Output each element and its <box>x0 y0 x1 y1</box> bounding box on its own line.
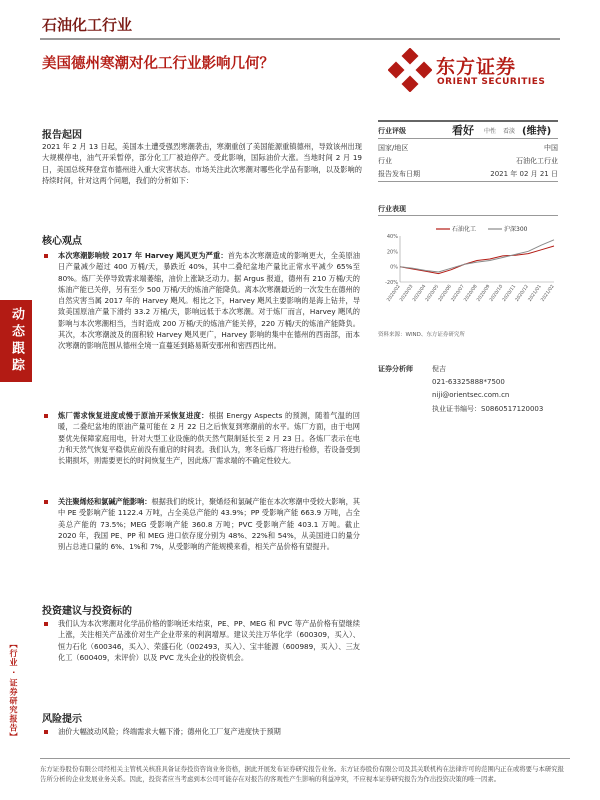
report-category-label: 【行业 · 证券研究报告】 <box>9 640 18 742</box>
chart-panel-title: 行业表现 <box>378 205 406 213</box>
core-point-2-head: 炼厂需求恢复进度或慢于原油开采恢复进度： <box>58 411 209 420</box>
legend-label-petrochem: 石油化工 <box>452 226 477 233</box>
core-point-2 <box>58 410 360 466</box>
y-tick-label: 40% <box>386 234 398 240</box>
analyst-name: 倪吉 <box>432 365 446 373</box>
sector-name: 石油化工行业 <box>42 16 133 34</box>
analyst-email: niji@orientsec.com.cn <box>432 391 510 399</box>
core-point-3-head: 关注聚烯烃和氯碱产能影响： <box>58 497 152 506</box>
info-label-date: 报告发布日期 <box>378 170 420 178</box>
rating-suffix: (维持) <box>522 126 552 137</box>
origin-paragraph: 2021 年 2 月 13 日起，美国本土遭受强烈寒潮袭击，寒潮重创了美国能源重镇德州，导致该州出现大规模停电，油气开采暂停，部分化工厂被迫停产。受此影响，国际油价大涨。当地时间 2 月 19 日，美国总统拜登宣布德州进入重大灾害状态。市场关注此次寒潮对哪些化学品有影响，以及影响的持续时间，针对这两个问题，我们的分析如下： <box>42 142 362 185</box>
section-title-origin: 报告起因 <box>42 130 82 141</box>
bullet-marker <box>44 730 48 734</box>
rating-value: 看好 <box>452 124 474 137</box>
core-point-1-head: 本次寒潮影响较 2017 年 Harvey 飓风更为严重： <box>58 251 228 260</box>
analyst-cert: 执业证书编号：S0860517120003 <box>432 405 544 413</box>
x-tick-label: 2020/11 <box>502 284 518 303</box>
x-tick-label: 2020/07 <box>450 284 466 303</box>
rating-divider <box>378 138 558 139</box>
rating-option-neutral: 中性 <box>484 128 497 135</box>
info-label-industry: 行业 <box>378 157 392 165</box>
logo-text-en: ORIENT SECURITIES <box>437 77 546 87</box>
industry-performance-chart <box>378 220 560 316</box>
x-tick-label: 2020/09 <box>476 284 492 303</box>
bullet-marker <box>44 622 48 626</box>
section-title-advice: 投资建议与投资标的 <box>42 606 132 617</box>
report-type-tab: 动态跟踪 <box>0 300 32 382</box>
info-value-date: 2021 年 02 月 21 日 <box>490 170 558 178</box>
x-tick-label: 2020/12 <box>514 284 530 303</box>
x-tick-label: 2020/04 <box>412 284 428 303</box>
x-tick-label: 2020/06 <box>437 284 453 303</box>
disclaimer-text: 东方证券股份有限公司经相关主管机关核准具备证券投资咨询业务资格，据此开展发布证券研究报告业务。东方证券股份有限公司及其关联机构在法律许可的范围内正在或将要与本研究报告所分析的企业发展业务关系。因此，投资者应当考虑到本公司可能存在对报告的客观性产生影响的利益冲突，不应视本证券研究报告为作出投资决策的唯一因素。 <box>40 765 565 783</box>
report-title: 美国德州寒潮对化工行业影响几何？ <box>42 56 274 72</box>
core-point-2-body: 根据 Energy Aspects 的预测，随着气温的回暖，二叠纪盆地的原油产量可能在 2 月 22 日之后恢复到寒潮前的水平。炼厂方面，由于电网要优先保障家庭用电，针对大型工业设施的供天然气限制延长至 2 月 23 日。各炼厂表示在电力和天然气恢复平稳供应前没有重启的时间表。我们认为，寒冬后炼厂将进行检修，若设备受到长期损坏，则需要更长的时间恢复生产，因此炼厂需求端的不确定性较大。 <box>58 411 360 466</box>
x-tick-label: 2020/08 <box>463 284 479 303</box>
x-tick-label: 2020/02 <box>386 284 402 303</box>
rating-option-negative: 看淡 <box>503 128 516 135</box>
legend-label-csi300: 沪深300 <box>504 226 528 233</box>
info-bottom-rule <box>378 181 558 182</box>
section-title-risk: 风险提示 <box>42 714 82 725</box>
x-tick-label: 2020/03 <box>399 284 415 303</box>
x-tick-label: 2021/01 <box>527 284 543 303</box>
analyst-label: 证券分析师 <box>378 365 413 373</box>
analyst-phone: 021-63325888*7500 <box>432 378 505 386</box>
y-tick-label: -20% <box>385 280 398 286</box>
chart-source-note: 资料来源：WIND、东方证券研究所 <box>378 332 465 338</box>
bullet-marker <box>44 500 48 504</box>
x-tick-label: 2021/02 <box>540 284 556 303</box>
info-value-region: 中国 <box>544 144 558 152</box>
section-title-core: 核心观点 <box>42 236 82 247</box>
footer-rule <box>40 758 570 759</box>
bullet-marker <box>44 254 48 258</box>
risk-paragraph: 油价大幅波动风险；终端需求大幅下滑；德州化工厂复产进度快于预期 <box>58 727 281 736</box>
series-line-csi300 <box>400 240 554 272</box>
advice-paragraph: 我们认为本次寒潮对化学品价格的影响还未结束，PE、PP、MEG 和 PVC 等产品价格有望继续上涨，关注相关产品涨价对生产企业带来的利润增厚。建议关注万华化学（600309，买入）、恒力石化（600346，买入）、荣盛石化（002493，买入）、宝丰能源（600989，买入）、三友化工（600409，未评价）以及 PVC 龙头企业的投资机会。 <box>58 619 360 662</box>
info-label-region: 国家/地区 <box>378 144 409 152</box>
core-point-1 <box>58 250 360 352</box>
core-point-1-body: 首先本次寒潮造成的影响更大，全美原油日产量减少超过 400 万桶/天，暴跌近 40%，其中二叠纪盆地产量比正常水平减少 65%至 80%。炼厂关停导致需求端萎缩，油价上涨缺乏动力。据 Argus 报道，德州有 210 万桶/天的炼油产能已关停，另有至少 500 万桶/天的炼油产能降负。离本次寒潮最近的一次发生在德州的自然灾害当属 2017 年的 Harvey 飓风。相比之下，Harvey 飓风主要影响的是海上钻井，导致美国原油产量下滑约 33.2 万桶/天，影响远低于本次寒潮。对于炼厂而言，Harvey 飓风的影响与本次寒潮相当，当时造成 200 万桶/天的炼油产能关停，220 万桶/天的炼油产能降负。其次，本次寒潮波及的面积较 Harvey 飓风更广，Harvey 影响的集中在德州的西南部，而本次寒潮的影响范围从德州全境一直蔓延到路易斯安那州和密西西比州。 <box>58 251 360 351</box>
chart-panel-rule <box>378 215 558 216</box>
logo-text-cn: 东方证券 <box>436 56 517 78</box>
y-tick-label: 0% <box>390 264 398 271</box>
info-value-industry: 石油化工行业 <box>516 157 558 165</box>
core-point-3-body: 根据我们的统计，聚烯烃和氯碱产能在本次寒潮中受较大影响，其中 PE 受影响产能 1122.4 万吨，占全美总产能的 43.9%；PP 受影响产能 663.9 万吨，占全美总产能的 73.5%；MEG 受影响产能 360.8 万吨；PVC 受影响产能 403.1 万吨。截止 2020 年，我国 PE、PP 和 MEG 进口依存度分别为 48%、22%和 54%，从美国进口的量分别占总进口量的 6%、1%和 7%，从受影响的产能规模来看，相关产品价格有望提升。 <box>58 497 360 552</box>
x-tick-label: 2020/05 <box>425 284 441 303</box>
core-point-3 <box>58 496 360 552</box>
header-divider <box>40 38 560 40</box>
rating-label: 行业评级 <box>378 127 406 135</box>
orient-securities-logo-icon <box>388 48 432 92</box>
x-tick-label: 2020/10 <box>489 284 505 303</box>
bullet-marker <box>44 414 48 418</box>
y-tick-label: 20% <box>386 249 398 256</box>
